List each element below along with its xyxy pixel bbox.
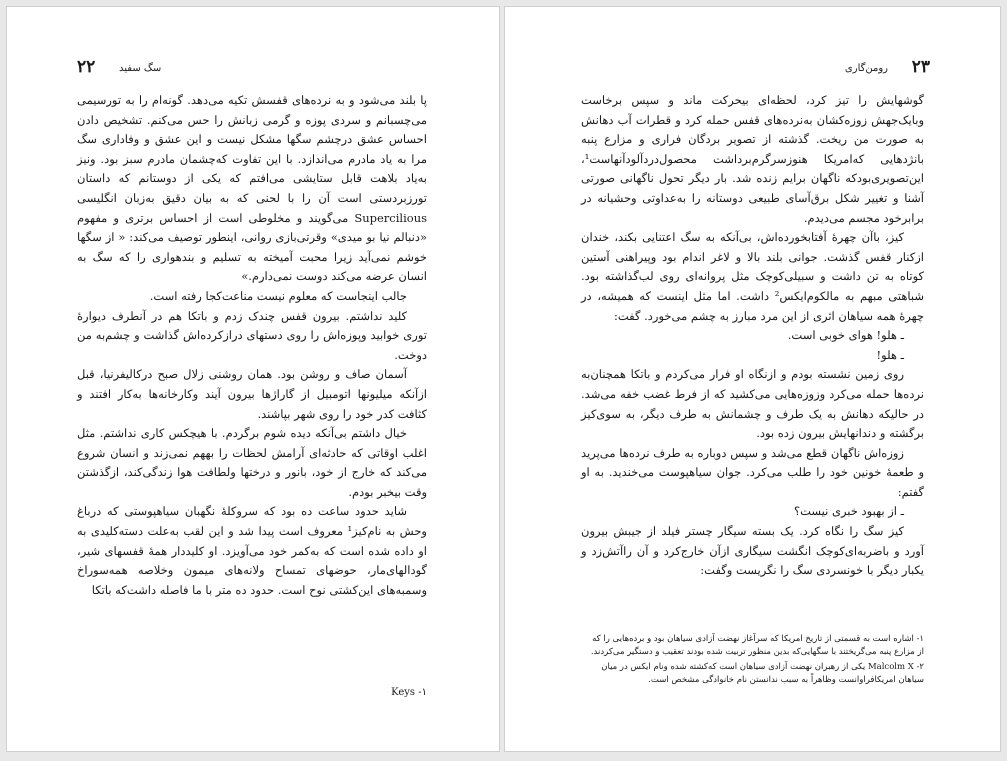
left-page-body: [77, 91, 427, 600]
paragraph: آسمان صاف و روشن بود. همان روشنی زلال صبح درکالیفرنیا، قبل ازآنکه میلیونها اتومبیل از گاراژها بیرون آیند وکارخانه‌ها به‌کار افتند و کثافت کدر خود را روی شهر بپاشند.: [77, 367, 427, 421]
left-page-header: [77, 57, 429, 81]
paragraph: شاید حدود ساعت ده بود که سروکلهٔ نگهبان سیاهپوستی که درباغ وحش به نام‌کیز¹ معروف است پیدا شد و این لقب به‌علت دسته‌کلیدی به او داده شده است که به‌کمر خود می‌آویزد. او کلیددار همهٔ قفسهای شیر، گودالهای‌مار، حوضهای تمساح ولانه‌های میمون وخلاصه همه‌سوراخ وسمبه‌های این‌کشتی نوح است. حدود ده متر با ما فاصله داشت‌که باتکا: [77, 504, 427, 597]
paragraph: پا بلند می‌شود و به نرده‌های قفسش تکیه می‌دهد. گونه‌ام را به تورسیمی می‌چسبانم و سردی پوزه و گرمی زبانش را حس می‌کنم. تشخیص دادن احساس عشق درچشم سگها مشکل نیست و این عشق و وفاداری سگ مرا به یاد مادرم می‌اندازد. با این تفاوت که‌چشمان مادرم سبز بود. ونیز به‌یاد بلاهت قابل ستایشی می‌افتم که یکی از دوستانم که داستان تورزبردستی است آن را با لحنی که به بیان دقیق به‌زبان انگلیسی Supercilious می‌گویند و مخلوطی است از احساس برتری و مفهوم «دنبالم نیا بو میدی» وقرتی‌بازی روانی، اینطور توصیف می‌کند: « از سگها خوشم نمی‌آید زیرا محبت آمیخته به تسلیم و بندهواری را که سگ به انسان عرضه می‌کند دوست نمی‌دارم.»: [77, 93, 427, 284]
dialogue-line: ـ از بهبود خبری نیست؟: [793, 504, 904, 519]
left-running-title: سگ سفید: [119, 63, 162, 74]
paragraph: خیال داشتم بی‌آنکه دیده شوم برگردم. با هیچکس کاری نداشتم. مثل اغلب اوقاتی که حادثه‌ای آرامش لحظات را بههم نمی‌زند و انسان شروع می‌کند که خارج از خود، بانور و درختها ولطافت هوا زندگی‌کند، ازگذشتن وقت بیخبر بودم.: [77, 426, 427, 499]
right-page-number: ۲۳: [911, 57, 930, 77]
paragraph: گوشهایش را تیز کرد، لحظه‌ای بیحرکت ماند و سپس برخاست وبایک‌جهش زوزه‌کشان به‌نرده‌های قفس حمله کرد و قطرات آب دهانش به صورت من ریخت. گذشته از تصویر بردگان فراری و مزارع پنبه بانژدهایی که‌امریکا هنوزسرگرم‌برداشت محصول‌دردآلود‌آنهاست¹، این‌تصویری‌بودکه ناگهان برایم زنده شد. بار دیگر تحول ناگهانی صورتی آشنا و تغییر شکل برق‌آسای طبیعی دوستانه را به‌عداوتی وحشیانه در برابرخود مجسم می‌دیدم.: [581, 93, 924, 225]
paragraph: جالب اینجاست که معلوم نیست مناعت‌کجا رفته است.: [149, 288, 407, 303]
left-page-number: ۲۲: [77, 57, 96, 77]
footnote: ۱- Keys: [391, 687, 427, 698]
dialogue-line: ـ هلو! هوای خوبی است.: [787, 328, 904, 343]
dialogue-line: ـ هلو!: [876, 347, 904, 362]
paragraph: روی زمین نشسته بودم و ازنگاه او فرار می‌کردم و باتکا همچنان‌به نرده‌ها حمله می‌کرد وزوزه‌هایی می‌کشید که از فرط غضب خفه می‌شد. در حالیکه دهانش به یک طرف و چشمانش به طرف دیگر، به سوی‌کیز برگشته و دندانهایش بیرون زده بود.: [581, 367, 924, 441]
right-page-header: [575, 57, 930, 81]
footnote: ۱- اشاره است به قسمتی از تاریخ امریکا که سرآغاز نهضت آزادی سیاهان بود و برده‌هایی را که از مزارع پنبه می‌گریختند با سگهایی‌که بدین منظور تربیت شده بودند تعقیب و دستگیر می‌کردند.: [590, 634, 924, 657]
paragraph: زوزه‌اش ناگهان قطع می‌شد و سپس دوباره به طرف نرده‌ها می‌پرید و طعمهٔ خونین خود را طلب می‌کرد. جوان سیاهپوست می‌خندید. به او گفتم:: [581, 445, 924, 499]
right-running-title: رومن‌گاری: [844, 63, 888, 74]
footnote: ۲- Malcolm X یکی از رهبران نهضت آزادی سیاهان است که‌کشته شده ونام ایکس در میان سیاهان امریکافراوانست وظاهراً به سبب ندانستن نام خانوادگی مشخص است.: [601, 662, 924, 685]
right-footnotes: [583, 633, 924, 689]
left-page: [6, 6, 500, 752]
right-page: [504, 6, 1001, 752]
right-page-body: [581, 91, 924, 581]
left-footnotes: [77, 687, 427, 703]
paragraph: کلید نداشتم. بیرون قفس چندک زدم و باتکا هم در آنطرف دیوارهٔ توری خوابید وپوزه‌اش را روی دستهای درازکرده‌اش گذاشت و چشم‌به من دوخت.: [77, 308, 427, 362]
paragraph: کیز، باآن چهرهٔ آفتابخورده‌اش، بی‌آنکه به سگ اعتنایی بکند، خندان ازکنار قفس گذشت. جوانی بلند بالا و لاغر اندام بود وپیراهنی آستین کوتاه به تن داشت و سبیلی‌کوچک مثل پروانه‌ای روی لب‌گذاشته بود. شباهتی مبهم به مالکوم‌ایکس² داشت. اما مثل اینست که همیشه، در چهرهٔ همه سیاهان اثری از این مرد مبارز به چشم می‌خورد. گفت:: [581, 230, 924, 323]
paragraph: کیز سگ را نگاه کرد. یک بسته سیگار چستر فیلد از جیبش بیرون آورد و باضربه‌ای‌کوچک انگشت سیگاری ازآن خارج‌کرد و آن راآتش‌زد و یکبار دیگر با خونسردی سگ را نگریست وگفت:: [581, 524, 924, 578]
